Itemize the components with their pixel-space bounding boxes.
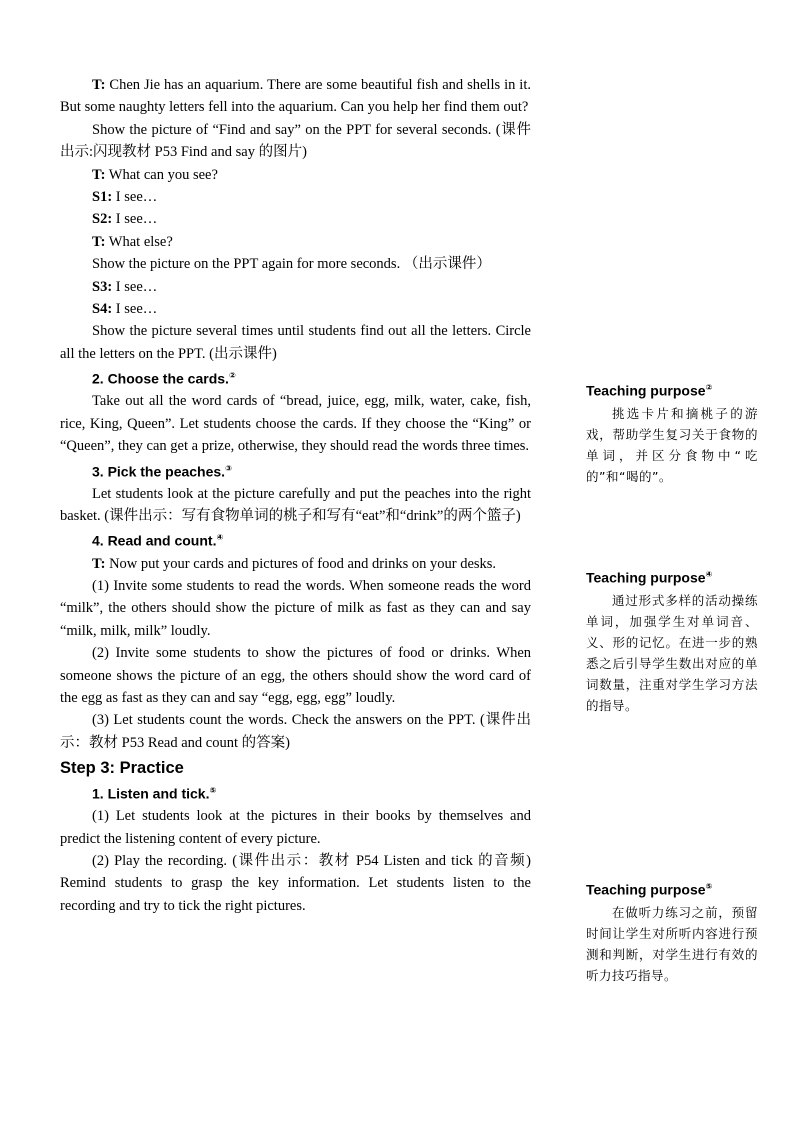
show-several-instruction: Show the picture several times until students find out all the letters. Circle all the letters on the PPT. (出示课件): [60, 323, 531, 362]
note-title-text: Teaching purpose: [586, 569, 706, 586]
activity-heading: [60, 527, 531, 552]
teaching-purpose-note: [586, 877, 758, 986]
step-title: Step 3: Practice: [60, 759, 184, 778]
speaker-label: T:: [92, 166, 106, 183]
numbered-item: (2) Play the recording. (课件出示：教材 P54 Listen and tick 的音频) Remind students to grasp the key information. Let students listen to the recording and try to tick the right pictures.: [60, 853, 531, 914]
dialogue-line: [60, 186, 531, 208]
footnote-mark: ⑤: [209, 786, 217, 796]
activity-title: 4. Read and count.: [92, 533, 217, 550]
dialogue-text: I see…: [112, 278, 158, 295]
dialogue-line: [60, 276, 531, 298]
dialogue-line: [60, 208, 531, 230]
numbered-item: (3) Let students count the words. Check the answers on the PPT. (课件出示：教材 P53 Read and count 的答案): [60, 712, 531, 751]
dialogue-line: [60, 298, 531, 320]
activity-title: 3. Pick the peaches.: [92, 463, 226, 480]
dialogue-text: Now put your cards and pictures of food and drinks on your desks.: [105, 555, 497, 572]
note-body: 通过形式多样的活动操练单词，加强学生对单词音、义、形的记忆。在进一步的熟悉之后引导学生数出对应的单词数量，注重对学生学习方法的指导。: [586, 592, 758, 713]
speaker-label: T:: [92, 77, 106, 93]
footnote-mark: ④: [216, 533, 224, 543]
activity-text: Let students look at the picture carefully and put the peaches into the right basket. (课件出示：写有食物单词的桃子和写有“eat”和“drink”的两个篮子): [60, 485, 531, 525]
footnote-mark: ⑤: [705, 882, 713, 891]
intro-text: Chen Jie has an aquarium. There are some beautiful fish and shells in it. But some naughty letters fell into the aquarium. Can you help her find them out?: [60, 77, 531, 116]
teaching-purpose-note: [586, 378, 758, 487]
speaker-label: S1:: [92, 189, 113, 206]
activity-heading: [60, 780, 531, 805]
speaker-label: S4:: [92, 301, 113, 318]
dialogue-line: [60, 164, 531, 186]
intro-paragraph: [60, 74, 531, 119]
dialogue-text: I see…: [112, 189, 158, 206]
speaker-label: S3:: [92, 278, 113, 295]
teaching-purpose-note: [586, 565, 758, 716]
speaker-label: T:: [92, 555, 106, 572]
footnote-mark: ③: [225, 463, 232, 473]
activity-text: [60, 553, 531, 575]
note-body: 在做听力练习之前，预留时间让学生对所听内容进行预测和判断，对学生进行有效的听力技巧指导。: [586, 904, 758, 983]
dialogue-text: What else?: [105, 233, 173, 250]
footnote-mark: ②: [228, 371, 236, 381]
activity-heading: [60, 365, 531, 390]
note-title-text: Teaching purpose: [586, 382, 706, 399]
show-instruction: Show the picture of “Find and say” on the PPT for several seconds. (课件出示:闪现教材 P53 Find and say 的图片): [60, 121, 531, 161]
note-body: 挑选卡片和摘桃子的游戏，帮助学生复习关于食物的单词，并区分食物中“吃的”和“喝的”。: [586, 405, 758, 484]
activity-title: 2. Choose the cards.: [92, 370, 229, 387]
note-title: [586, 877, 758, 900]
dialogue-line: [60, 231, 531, 253]
footnote-mark: ②: [705, 383, 713, 392]
dialogue-text: I see…: [112, 301, 158, 318]
dialogue-text: I see…: [112, 211, 158, 228]
numbered-item: (1) Let students look at the pictures in their books by themselves and predict the listening content of every picture.: [60, 808, 531, 847]
speaker-label: T:: [92, 233, 106, 250]
note-title: [586, 378, 758, 401]
note-title: [586, 565, 758, 588]
activity-heading: [60, 458, 531, 483]
note-title-text: Teaching purpose: [586, 881, 706, 898]
activity-text: Take out all the word cards of “bread, juice, egg, milk, water, cake, fish, rice, King, Queen”. Let students choose the cards. If they choose the “King” or “Queen”, they can get a prize, otherwise, they should read the words three times.: [60, 393, 531, 455]
numbered-item: (1) Invite some students to read the words. When someone reads the word “milk”, the others should show the picture of milk as fast as they can and say “milk, milk, milk” loudly.: [60, 577, 531, 639]
activity-title: 1. Listen and tick.: [92, 785, 210, 802]
show-again-instruction: Show the picture on the PPT again for more seconds. （出示课件）: [92, 256, 491, 273]
footnote-mark: ④: [705, 570, 713, 579]
dialogue-text: What can you see?: [105, 166, 218, 183]
lesson-plan-body: [60, 74, 531, 917]
numbered-item: (2) Invite some students to show the pictures of food or drinks. When someone shows the picture of an egg, the others should show the word card of the egg as fast as they can and say “egg, egg, egg” loudly.: [60, 645, 531, 706]
speaker-label: S2:: [92, 211, 113, 228]
